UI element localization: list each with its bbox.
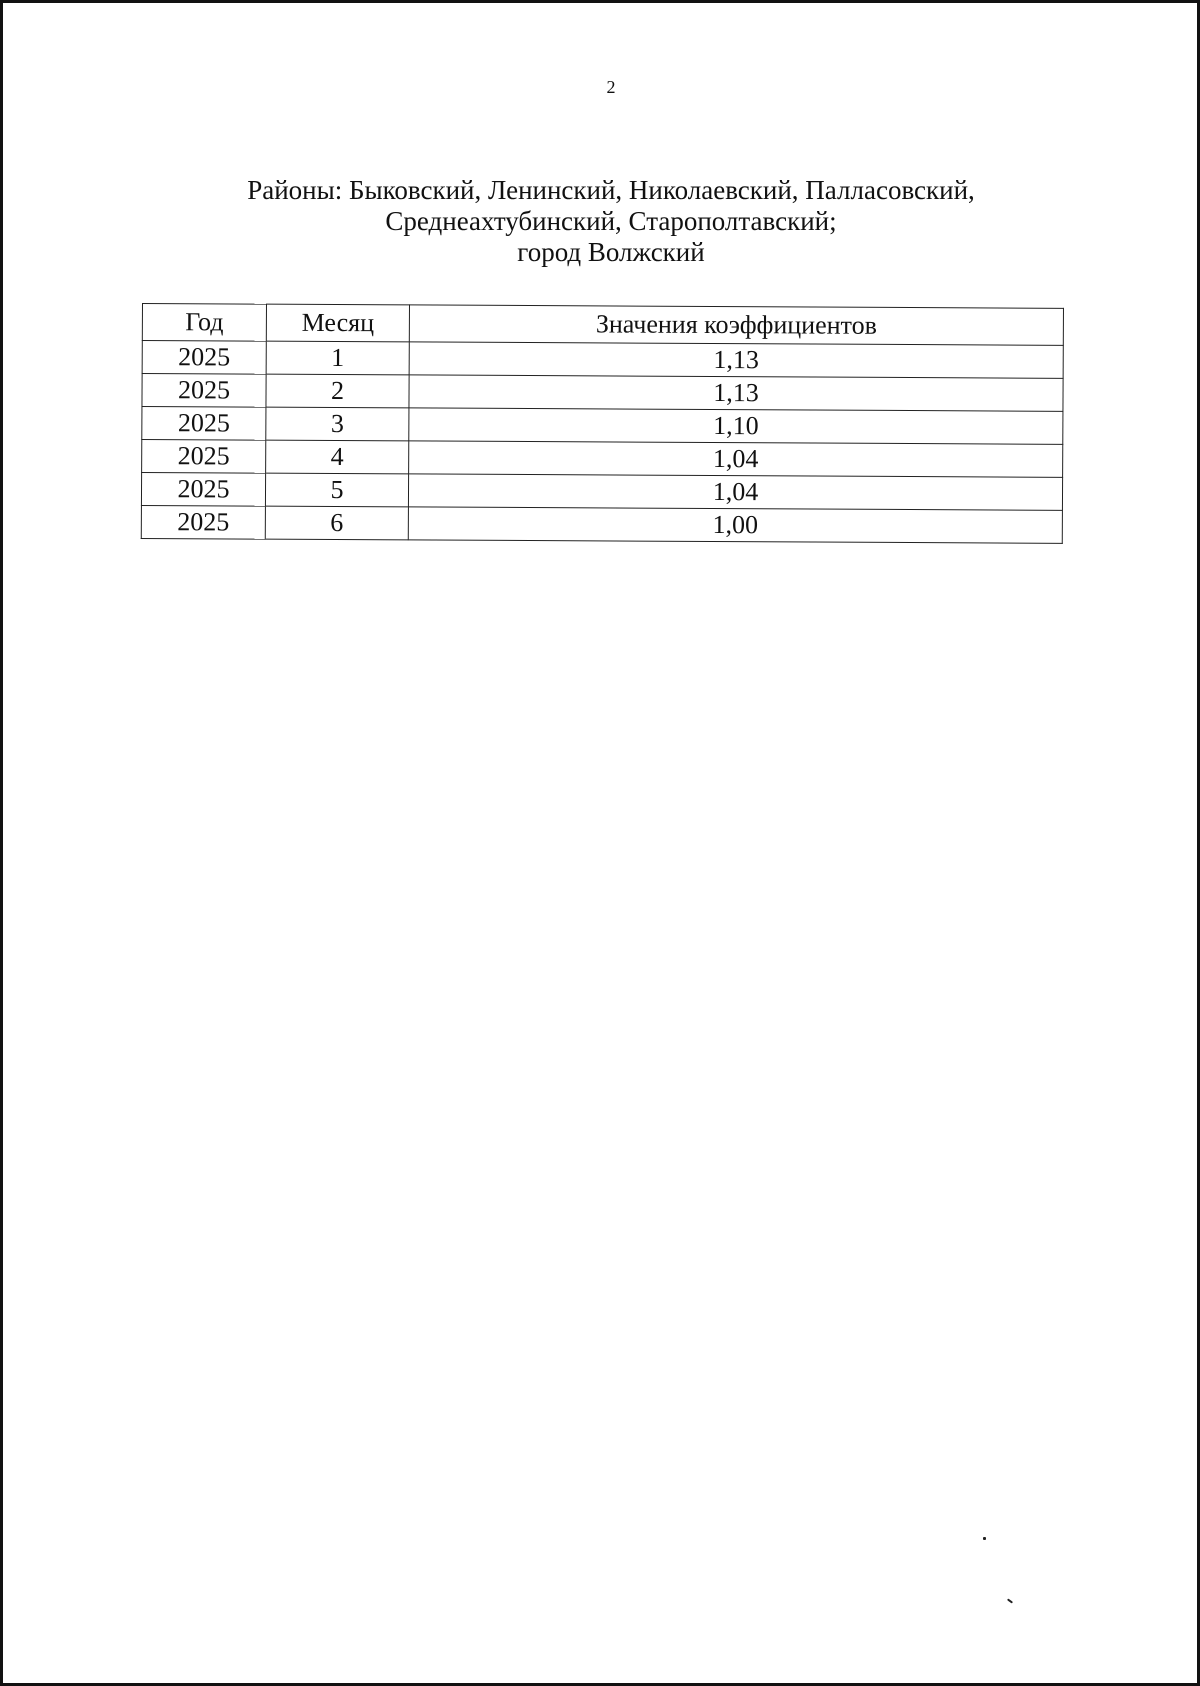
cell-value: 1,04 — [409, 441, 1063, 477]
cell-month: 4 — [266, 440, 409, 474]
table-row — [142, 440, 1063, 478]
table-row — [142, 374, 1063, 412]
header-value: Значения коэффициентов — [409, 305, 1063, 345]
cell-value: 1,00 — [408, 507, 1062, 543]
table-header-row — [142, 304, 1063, 346]
cell-month: 1 — [266, 341, 409, 375]
scan-speck — [1007, 1598, 1013, 1603]
cell-month: 5 — [265, 473, 408, 507]
scan-speck — [983, 1537, 986, 1540]
table-row — [142, 341, 1063, 379]
cell-value: 1,04 — [408, 474, 1062, 510]
header-year: Год — [142, 304, 266, 342]
cell-year: 2025 — [141, 473, 265, 507]
header-month: Месяц — [266, 304, 409, 342]
heading-line-3: город Волжский — [517, 237, 705, 267]
cell-month: 3 — [266, 407, 409, 441]
cell-year: 2025 — [142, 440, 266, 474]
cell-year: 2025 — [141, 505, 265, 539]
cell-month: 6 — [265, 506, 408, 540]
coefficients-table — [141, 303, 1064, 544]
cell-year: 2025 — [142, 407, 266, 441]
table-row — [141, 473, 1062, 511]
cell-year: 2025 — [142, 374, 266, 408]
document-heading — [3, 175, 1200, 268]
cell-value: 1,13 — [409, 342, 1063, 378]
cell-value: 1,13 — [409, 375, 1063, 411]
cell-value: 1,10 — [409, 408, 1063, 444]
cell-year: 2025 — [142, 341, 266, 375]
heading-line-2: Среднеахтубинский, Старополтавский; — [385, 206, 837, 236]
page-number: 2 — [606, 77, 616, 97]
heading-line-1: Районы: Быковский, Ленинский, Николаевский, Палласовский, — [247, 175, 975, 205]
table-row — [142, 407, 1063, 445]
table-row — [141, 505, 1062, 543]
cell-month: 2 — [266, 374, 409, 408]
